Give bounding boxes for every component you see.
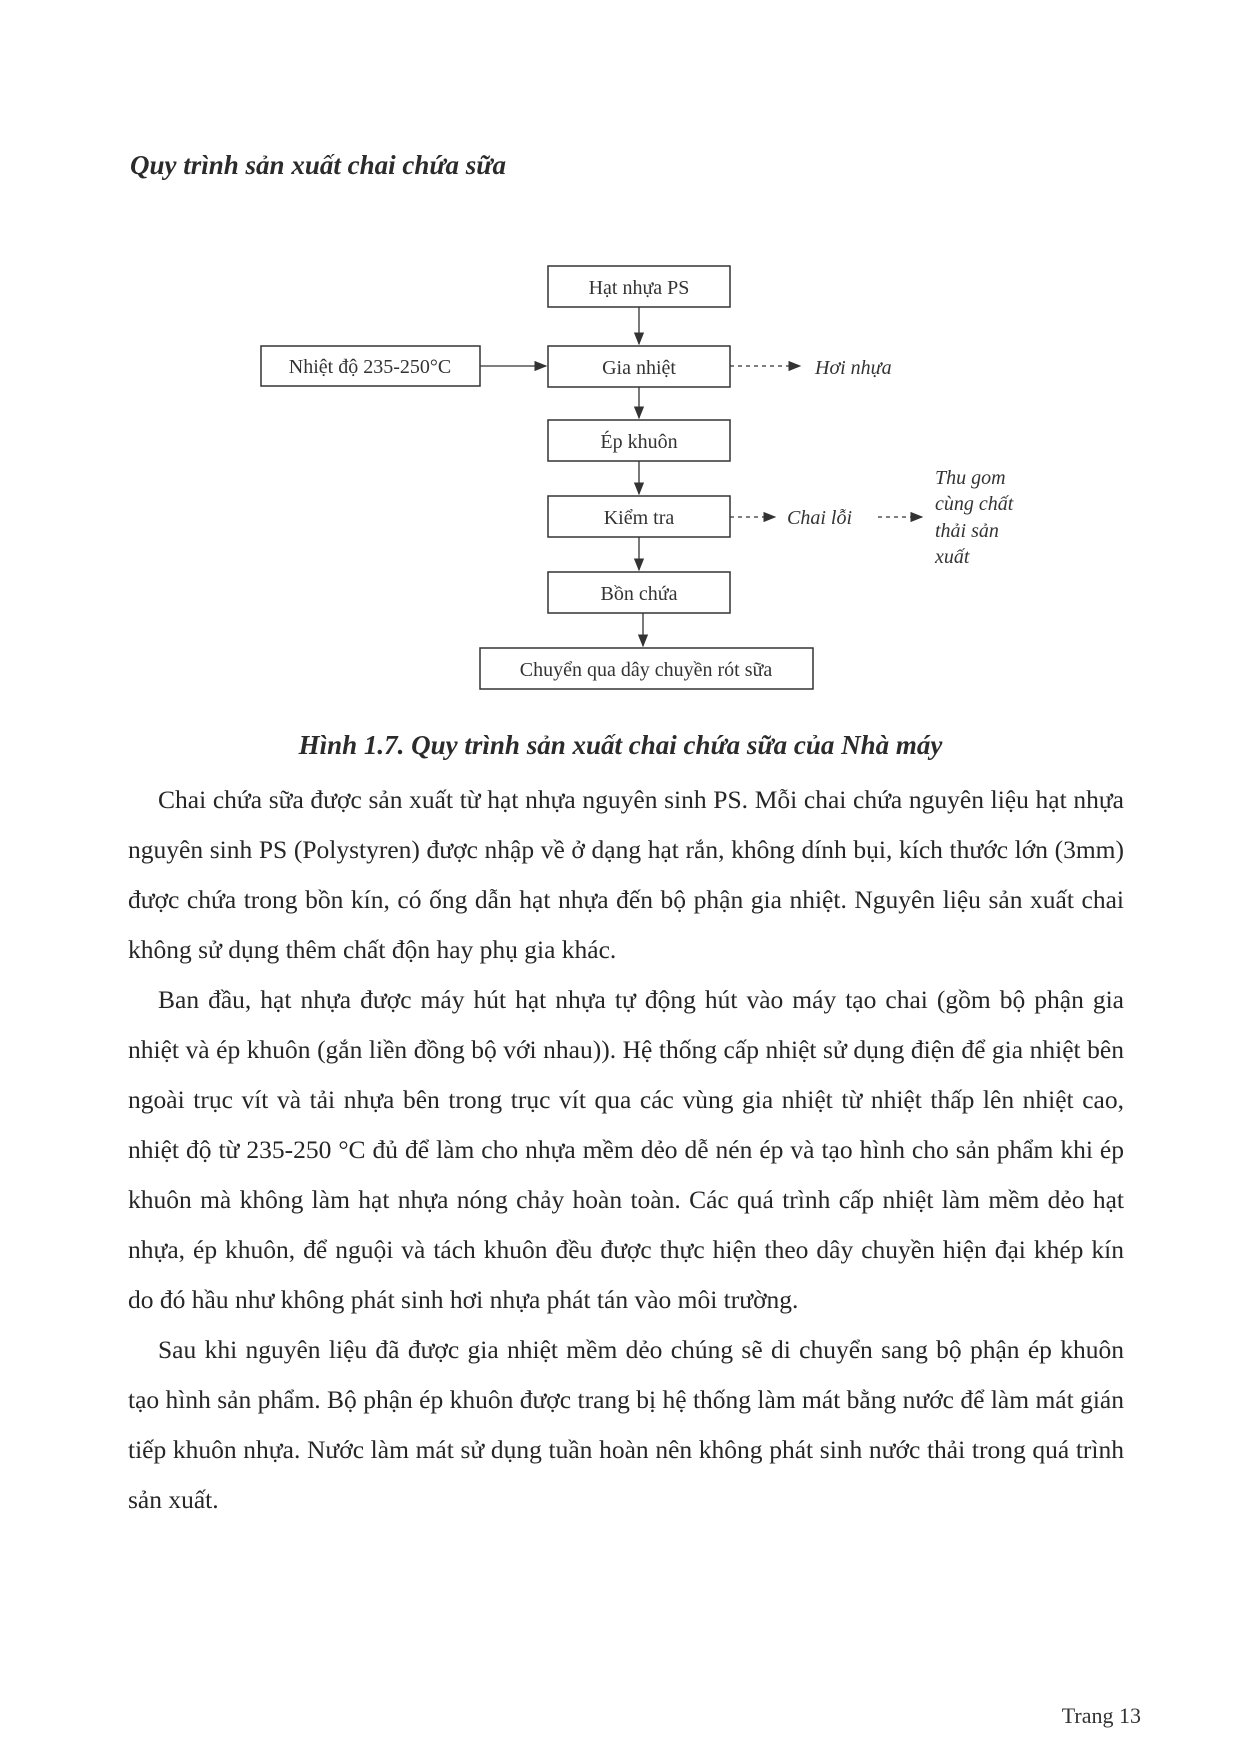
box-heating-label: Gia nhiệt (602, 357, 676, 379)
box-input-label: Hạt nhựa PS (588, 277, 690, 299)
box-molding-label: Ép khuôn (600, 431, 678, 453)
section-heading: Quy trình sản xuất chai chứa sữa (130, 150, 506, 180)
waste-line-3: thải sản (935, 520, 999, 542)
vapor-label: Hơi nhựa (815, 357, 892, 379)
body-text (128, 775, 1124, 1525)
paragraph-1: Chai chứa sữa được sản xuất từ hạt nhựa nguyên sinh PS. Mỗi chai chứa nguyên liệu hạt nhựa nguyên sinh PS (Polystyren) được nhập về ở dạng hạt rắn, không dính bụi, kích thước lớn (3mm) được chứa trong bồn kín, có ống dẫn hạt nhựa đến bộ phận gia nhiệt. Nguyên liệu sản xuất chai không sử dụng thêm chất độn hay phụ gia khác. (128, 785, 1124, 964)
page-number: Trang 13 (1061, 1703, 1141, 1728)
paragraph-3: Sau khi nguyên liệu đã được gia nhiệt mềm dẻo chúng sẽ di chuyển sang bộ phận ép khuôn tạo hình sản phẩm. Bộ phận ép khuôn được trang bị hệ thống làm mát bằng nước để làm mát gián tiếp khuôn nhựa. Nước làm mát sử dụng tuần hoàn nên không phát sinh nước thải trong quá trình sản xuất. (128, 1335, 1124, 1514)
flow-diagram (0, 0, 1241, 700)
waste-line-4: xuất (935, 546, 970, 568)
figure-caption: Hình 1.7. Quy trình sản xuất chai chứa sữa của Nhà máy (298, 730, 943, 760)
waste-line-1: Thu gom (935, 467, 1006, 489)
waste-line-2: cùng chất (935, 493, 1014, 515)
paragraph-2: Ban đầu, hạt nhựa được máy hút hạt nhựa tự động hút vào máy tạo chai (gồm bộ phận gia nhiệt và ép khuôn (gắn liền đồng bộ với nhau)). Hệ thống cấp nhiệt sử dụng điện để gia nhiệt bên ngoài trục vít và tải nhựa bên trong trục vít qua các vùng gia nhiệt từ nhiệt thấp lên nhiệt cao, nhiệt độ từ 235-250 °C đủ để làm cho nhựa mềm dẻo dễ nén ép và tạo hình cho sản phẩm khi ép khuôn mà không làm hạt nhựa nóng chảy hoàn toàn. Các quá trình cấp nhiệt làm mềm dẻo hạt nhựa, ép khuôn, để nguội và tách khuôn đều được thực hiện theo dây chuyền hiện đại khép kín do đó hầu như không phát sinh hơi nhựa phát tán vào môi trường. (128, 985, 1124, 1314)
box-storage-label: Bồn chứa (600, 583, 678, 605)
box-transfer-label: Chuyển qua dây chuyền rót sữa (519, 659, 773, 681)
defect-label: Chai lỗi (787, 507, 853, 529)
box-inspection-label: Kiểm tra (603, 507, 675, 529)
box-temperature-label: Nhiệt độ 235-250°C (288, 356, 452, 378)
